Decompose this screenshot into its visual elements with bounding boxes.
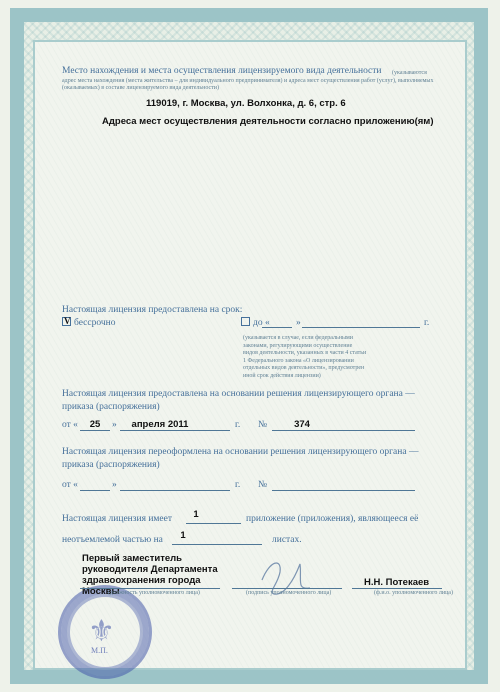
until-date-line bbox=[302, 327, 420, 328]
term-heading: Настоящая лицензия предоставлена на срок: bbox=[62, 305, 243, 315]
reissue-year-suffix: г. bbox=[235, 480, 241, 490]
location-heading-note: (указываются адрес места нахождения (места жительства – для индивидуального предпринимателя) и адреса мест осуществления работ (услуг), выполняемых (оказываемых) в составе лицензируемого вида деятельности) bbox=[62, 70, 434, 91]
until-note: (указывается в случае, если федеральными законами, регулирующими осуществление видов деятельности, указанных в части 4 статьи 1 Федерального закона «О лицензировании отдельных видов деятельности», предусмотрен иной срок действия лицензии) bbox=[243, 335, 367, 379]
location-heading: Место нахождения и места осуществления лицензируемого вида деятельности bbox=[62, 66, 382, 76]
appendix-sheets-line bbox=[172, 544, 262, 545]
appendix-text-c: неотъемлемой частью на bbox=[62, 535, 163, 545]
indefinite-label: бессрочно bbox=[74, 318, 116, 328]
basis-year-suffix: г. bbox=[235, 420, 241, 430]
official-seal bbox=[58, 585, 152, 679]
reissue-date-line bbox=[120, 490, 230, 491]
appendix-count-line bbox=[186, 523, 241, 524]
basis-number-line bbox=[272, 430, 415, 431]
name-line bbox=[352, 588, 442, 589]
stamp-label: М.П. bbox=[91, 646, 108, 655]
signature-line bbox=[232, 588, 342, 589]
basis-day-close: » bbox=[112, 420, 117, 430]
address-text: 119019, г. Москва, ул. Волхонка, д. 6, стр. 6 bbox=[146, 98, 346, 109]
basis-day: 25 bbox=[89, 419, 101, 430]
basis-heading: Настоящая лицензия предоставлена на основании решения лицензирующего органа — приказа (распоряжения) bbox=[62, 389, 415, 412]
basis-day-line bbox=[80, 430, 110, 431]
reissue-day-close: » bbox=[112, 480, 117, 490]
appendix-text-a: Настоящая лицензия имеет bbox=[62, 514, 173, 524]
indefinite-check-mark: V bbox=[64, 316, 71, 326]
signature-note: (подпись уполномоченного лица) bbox=[246, 590, 332, 596]
signatory-name: Н.Н. Потекаев bbox=[364, 577, 430, 588]
appendix-text-b: приложение (приложения), являющееся её bbox=[246, 514, 419, 524]
appendix-sheets: 1 bbox=[180, 530, 186, 541]
appendix-count: 1 bbox=[193, 509, 199, 520]
position-note: (должность уполномоченного лица) bbox=[108, 590, 200, 596]
term-indefinite-option bbox=[62, 318, 115, 328]
until-day-line bbox=[262, 327, 292, 328]
reissue-number-sign: № bbox=[258, 480, 268, 490]
reissue-day-line bbox=[80, 490, 110, 491]
reissue-heading: Настоящая лицензия переоформлена на основании решения лицензирующего органа — приказа (распоряжения) bbox=[62, 447, 419, 470]
appendix-address-note: Адреса мест осуществления деятельности согласно приложению(ям) bbox=[102, 116, 434, 127]
until-prefix: до « bbox=[253, 318, 270, 328]
name-note: (ф.и.о. уполномоченного лица) bbox=[374, 590, 453, 596]
basis-number: 374 bbox=[294, 419, 310, 430]
until-suffix: г. bbox=[424, 318, 430, 328]
until-mid: » bbox=[296, 318, 301, 328]
position-line bbox=[80, 588, 220, 589]
appendix-text-d: листах. bbox=[272, 535, 302, 545]
basis-number-sign: № bbox=[258, 420, 268, 430]
signatory-position: Первый заместитель руководителя Департамента здравоохранения города Москвы bbox=[82, 553, 218, 597]
basis-from-prefix: от « bbox=[62, 420, 78, 430]
reissue-number-line bbox=[272, 490, 415, 491]
reissue-from-prefix: от « bbox=[62, 480, 78, 490]
until-checkbox bbox=[241, 317, 250, 326]
basis-month-year: апреля 2011 bbox=[131, 419, 189, 430]
coat-of-arms-icon: ⚜ bbox=[88, 615, 115, 648]
basis-date-line bbox=[120, 430, 230, 431]
